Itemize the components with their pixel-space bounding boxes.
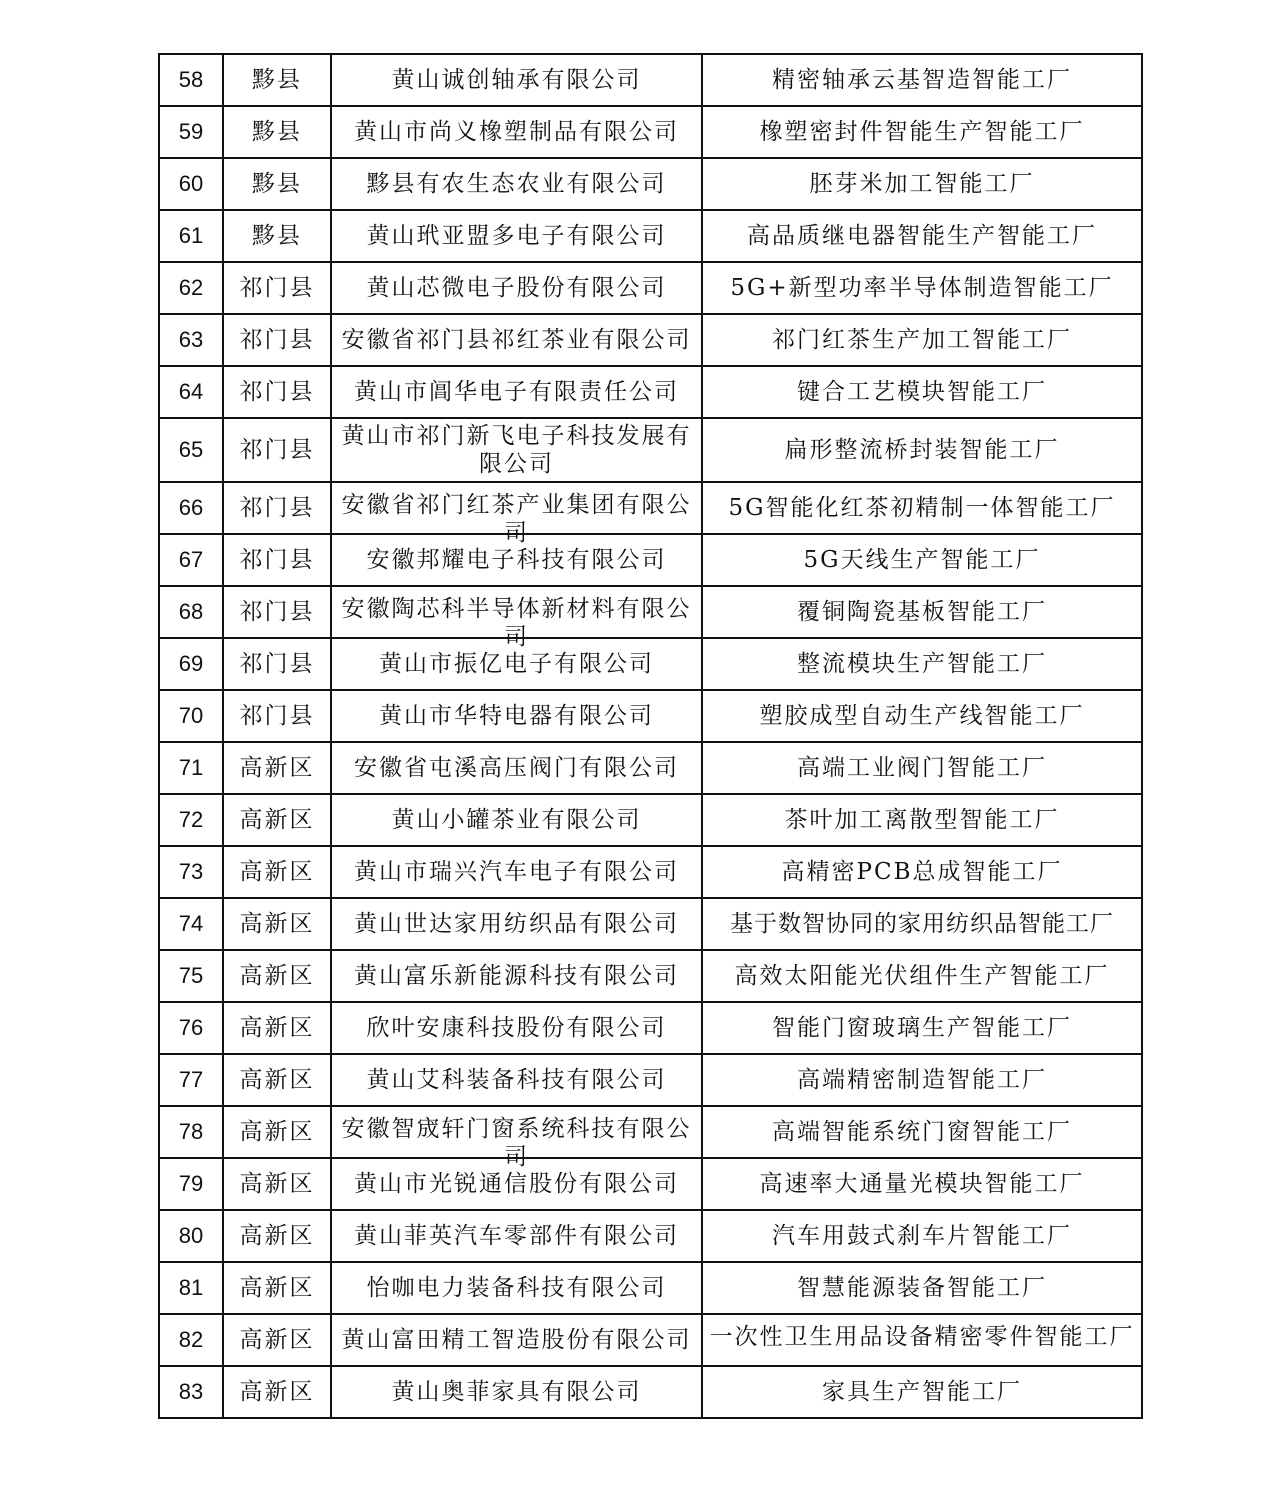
row-number-cell: 80	[159, 1210, 223, 1262]
row-number-cell: 63	[159, 314, 223, 366]
row-number-cell: 62	[159, 262, 223, 314]
company-cell: 黄山市华特电器有限公司	[331, 690, 702, 742]
project-cell: 塑胶成型自动生产线智能工厂	[702, 690, 1142, 742]
table-row	[159, 262, 1142, 314]
row-number-cell: 64	[159, 366, 223, 418]
table-row	[159, 586, 1142, 638]
row-number-cell: 61	[159, 210, 223, 262]
company-cell-text: 安徽省祁门红茶产业集团有限公司	[341, 492, 692, 546]
project-cell: 覆铜陶瓷基板智能工厂	[702, 586, 1142, 638]
table-row	[159, 106, 1142, 158]
row-number-cell: 67	[159, 534, 223, 586]
project-cell: 高效太阳能光伏组件生产智能工厂	[702, 950, 1142, 1002]
project-cell: 扁形整流桥封装智能工厂	[702, 418, 1142, 482]
project-cell: 5G+新型功率半导体制造智能工厂	[702, 262, 1142, 314]
county-cell: 祁门县	[223, 418, 331, 482]
project-cell: 祁门红茶生产加工智能工厂	[702, 314, 1142, 366]
county-cell: 高新区	[223, 950, 331, 1002]
table-row	[159, 898, 1142, 950]
row-number-cell: 79	[159, 1158, 223, 1210]
table-row	[159, 1210, 1142, 1262]
project-cell: 茶叶加工离散型智能工厂	[702, 794, 1142, 846]
county-cell: 高新区	[223, 1002, 331, 1054]
table-row	[159, 690, 1142, 742]
project-cell: 整流模块生产智能工厂	[702, 638, 1142, 690]
row-number-cell: 76	[159, 1002, 223, 1054]
table-row	[159, 794, 1142, 846]
project-cell: 高端工业阀门智能工厂	[702, 742, 1142, 794]
row-number-cell: 74	[159, 898, 223, 950]
row-number-cell: 60	[159, 158, 223, 210]
project-cell: 高品质继电器智能生产智能工厂	[702, 210, 1142, 262]
county-cell: 祁门县	[223, 482, 331, 534]
project-cell: 高端智能系统门窗智能工厂	[702, 1106, 1142, 1158]
county-cell: 黟县	[223, 106, 331, 158]
table-row	[159, 314, 1142, 366]
table-row	[159, 158, 1142, 210]
company-cell: 黟县有农生态农业有限公司	[331, 158, 702, 210]
table-row	[159, 1366, 1142, 1418]
row-number-cell: 73	[159, 846, 223, 898]
project-cell: 基于数智协同的家用纺织品智能工厂	[702, 898, 1142, 950]
row-number-cell: 78	[159, 1106, 223, 1158]
project-cell: 智能门窗玻璃生产智能工厂	[702, 1002, 1142, 1054]
company-cell: 黄山富乐新能源科技有限公司	[331, 950, 702, 1002]
county-cell: 高新区	[223, 1210, 331, 1262]
company-cell: 黄山市振亿电子有限公司	[331, 638, 702, 690]
county-cell: 祁门县	[223, 586, 331, 638]
county-cell: 高新区	[223, 1366, 331, 1418]
row-number-cell: 83	[159, 1366, 223, 1418]
county-cell: 高新区	[223, 898, 331, 950]
company-cell: 黄山小罐茶业有限公司	[331, 794, 702, 846]
row-number-cell: 70	[159, 690, 223, 742]
table-row	[159, 1314, 1142, 1366]
company-cell: 欣叶安康科技股份有限公司	[331, 1002, 702, 1054]
company-cell: 黄山诚创轴承有限公司	[331, 54, 702, 106]
county-cell: 黟县	[223, 210, 331, 262]
table-row	[159, 1262, 1142, 1314]
row-number-cell: 81	[159, 1262, 223, 1314]
row-number-cell: 59	[159, 106, 223, 158]
company-cell	[331, 586, 702, 650]
project-cell: 橡塑密封件智能生产智能工厂	[702, 106, 1142, 158]
table-row	[159, 1054, 1142, 1106]
county-cell: 祁门县	[223, 366, 331, 418]
county-cell: 祁门县	[223, 534, 331, 586]
company-cell-text: 安徽陶芯科半导体新材料有限公司	[341, 596, 692, 650]
project-cell: 高速率大通量光模块智能工厂	[702, 1158, 1142, 1210]
project-cell: 高端精密制造智能工厂	[702, 1054, 1142, 1106]
row-number-cell: 75	[159, 950, 223, 1002]
row-number-cell: 68	[159, 586, 223, 638]
project-cell: 5G天线生产智能工厂	[702, 534, 1142, 586]
table-row	[159, 638, 1142, 690]
table-row	[159, 1158, 1142, 1210]
company-cell: 安徽邦耀电子科技有限公司	[331, 534, 702, 586]
county-cell: 高新区	[223, 1314, 331, 1366]
project-cell: 键合工艺模块智能工厂	[702, 366, 1142, 418]
row-number-cell: 66	[159, 482, 223, 534]
company-cell: 黄山富田精工智造股份有限公司	[331, 1314, 702, 1366]
company-cell: 黄山玳亚盟多电子有限公司	[331, 210, 702, 262]
table-row	[159, 846, 1142, 898]
table-body	[159, 54, 1142, 1418]
county-cell: 高新区	[223, 1054, 331, 1106]
company-cell: 黄山市祁门新飞电子科技发展有限公司	[331, 418, 702, 482]
company-cell: 黄山市尚义橡塑制品有限公司	[331, 106, 702, 158]
county-cell: 高新区	[223, 1262, 331, 1314]
project-cell: 胚芽米加工智能工厂	[702, 158, 1142, 210]
company-cell: 黄山世达家用纺织品有限公司	[331, 898, 702, 950]
table-row	[159, 534, 1142, 586]
company-cell	[331, 1106, 702, 1170]
company-cell: 安徽省祁门县祁红茶业有限公司	[331, 314, 702, 366]
project-cell: 汽车用鼓式刹车片智能工厂	[702, 1210, 1142, 1262]
table-row	[159, 210, 1142, 262]
county-cell: 黟县	[223, 54, 331, 106]
company-cell: 安徽省屯溪高压阀门有限公司	[331, 742, 702, 794]
company-cell: 黄山菲英汽车零部件有限公司	[331, 1210, 702, 1262]
county-cell: 黟县	[223, 158, 331, 210]
row-number-cell: 82	[159, 1314, 223, 1366]
table-row	[159, 950, 1142, 1002]
project-cell: 智慧能源装备智能工厂	[702, 1262, 1142, 1314]
county-cell: 高新区	[223, 846, 331, 898]
county-cell: 祁门县	[223, 638, 331, 690]
row-number-cell: 77	[159, 1054, 223, 1106]
company-cell: 黄山艾科装备科技有限公司	[331, 1054, 702, 1106]
company-cell: 黄山奥菲家具有限公司	[331, 1366, 702, 1418]
table-row	[159, 418, 1142, 482]
county-cell: 高新区	[223, 742, 331, 794]
county-cell: 祁门县	[223, 690, 331, 742]
company-cell: 黄山芯微电子股份有限公司	[331, 262, 702, 314]
county-cell: 祁门县	[223, 262, 331, 314]
row-number-cell: 58	[159, 54, 223, 106]
company-cell-text: 安徽智宬轩门窗系统科技有限公司	[341, 1116, 692, 1170]
county-cell: 高新区	[223, 794, 331, 846]
company-cell: 黄山市阊华电子有限责任公司	[331, 366, 702, 418]
smart-factory-list-table	[158, 53, 1143, 1419]
project-cell-text: 一次性卫生用品设备精密零件智能工厂	[709, 1324, 1135, 1350]
row-number-cell: 65	[159, 418, 223, 482]
table-row	[159, 54, 1142, 106]
table-row	[159, 482, 1142, 534]
company-cell: 怡咖电力装备科技有限公司	[331, 1262, 702, 1314]
row-number-cell: 69	[159, 638, 223, 690]
row-number-cell: 71	[159, 742, 223, 794]
table-row	[159, 366, 1142, 418]
project-cell	[702, 1314, 1142, 1366]
county-cell: 祁门县	[223, 314, 331, 366]
project-cell: 高精密PCB总成智能工厂	[702, 846, 1142, 898]
county-cell: 高新区	[223, 1106, 331, 1158]
company-cell: 黄山市光锐通信股份有限公司	[331, 1158, 702, 1210]
row-number-cell: 72	[159, 794, 223, 846]
county-cell: 高新区	[223, 1158, 331, 1210]
company-cell: 黄山市瑞兴汽车电子有限公司	[331, 846, 702, 898]
project-cell: 家具生产智能工厂	[702, 1366, 1142, 1418]
table-row	[159, 1106, 1142, 1158]
project-cell: 精密轴承云基智造智能工厂	[702, 54, 1142, 106]
table-row	[159, 742, 1142, 794]
company-cell	[331, 482, 702, 546]
project-cell: 5G智能化红茶初精制一体智能工厂	[702, 482, 1142, 534]
table-row	[159, 1002, 1142, 1054]
